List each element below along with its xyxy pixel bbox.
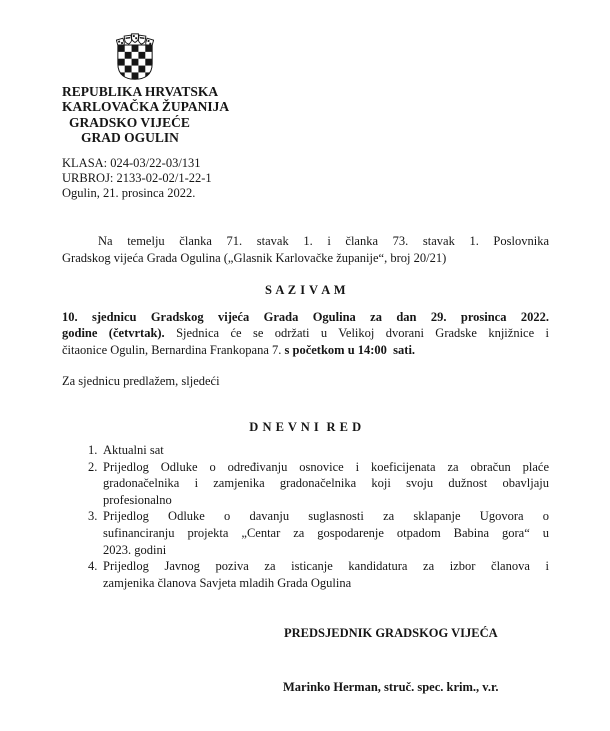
org-header-line-council: GRADSKO VIJEĆE [69, 114, 190, 130]
agenda-line-text: Aktualni sat [103, 443, 164, 458]
proposal-line: Za sjednicu predlažem, sljedeći [62, 374, 220, 389]
convocation-heading: S A Z I V A M [264, 282, 347, 297]
croatian-coat-of-arms-icon [116, 33, 154, 81]
place-date-line: Ogulin, 21. prosinca 2022. [62, 185, 196, 200]
agenda-item-1 [62, 442, 549, 459]
klasa-line: KLASA: 024-03/22-03/131 [62, 155, 201, 170]
agenda-line-text: Prijedlog Odluke o određivanju osnovice i koeficijenata za obračun plaće [103, 459, 549, 474]
agenda-item-2 [62, 459, 549, 509]
session-line-2 [62, 325, 549, 342]
agenda-line-text: sufinanciranju projekta „Centar za gospodarenje otpadom Babina gora“ u [103, 525, 549, 540]
agenda-line [62, 525, 549, 542]
agenda-item-number: 4. [88, 559, 98, 574]
agenda-line [62, 558, 549, 575]
agenda-item-number: 1. [88, 443, 98, 458]
agenda-item-4 [62, 558, 549, 591]
agenda-line [62, 575, 549, 592]
agenda-line [62, 542, 549, 559]
session-line-2-bold: godine (četvrtak). [62, 326, 165, 341]
signature-name: Marinko Herman, struč. spec. krim., v.r. [283, 680, 499, 695]
agenda-line [62, 459, 549, 476]
org-header-line-city: GRAD OGULIN [81, 130, 179, 146]
urbroj-line: URBROJ: 2133-02-02/1-22-1 [62, 170, 212, 185]
agenda-line-text: 2023. godini [103, 542, 167, 557]
agenda-list [62, 442, 549, 591]
agenda-heading: D N E V N I R E D [249, 420, 362, 435]
agenda-line-text: Prijedlog Odluke o davanju suglasnosti za sklapanje Ugovora o [103, 509, 549, 524]
session-line-3 [62, 342, 549, 359]
org-header-line-county: KARLOVAČKA ŽUPANIJA [62, 99, 230, 115]
agenda-item-3 [62, 508, 549, 558]
session-paragraph [62, 309, 549, 359]
agenda-line [62, 475, 549, 492]
session-line-3-regular: čitaonice Ogulin, Bernardina Frankopana 7. [62, 343, 285, 358]
coat-of-arms-wrapper [116, 33, 549, 81]
signature-title: PREDSJEDNIK GRADSKOG VIJEĆA [284, 626, 498, 641]
session-line-2-regular: Sjednica će se održati u Velikoj dvorani Gradske knjižnice i [164, 326, 550, 341]
agenda-line-text: Prijedlog Javnog poziva za isticanje kandidatura za izbor članova i [103, 559, 549, 574]
agenda-line [62, 508, 549, 525]
session-line-3-bold: s početkom u 14:00 sati. [284, 343, 416, 358]
session-line-1: 10. sjednicu Gradskog vijeća Grada Ogulina za dan 29. prosinca 2022. [62, 309, 549, 324]
agenda-line-text: gradonačelnika i zamjenika gradonačelnika koji svoju dužnost obavljaju [103, 476, 549, 491]
reference-block [62, 156, 549, 201]
agenda-item-number: 2. [88, 459, 98, 474]
agenda-item-number: 3. [88, 509, 98, 524]
agenda-line [62, 442, 549, 459]
intro-line-2: Gradskog vijeća Grada Ogulina („Glasnik Karlovačke županije“, broj 20/21) [62, 250, 447, 265]
agenda-line [62, 492, 549, 509]
org-header-line-republic: REPUBLIKA HRVATSKA [62, 84, 219, 99]
intro-paragraph [62, 233, 549, 267]
agenda-line-text: profesionalno [103, 492, 172, 507]
intro-line-1: Na temelju članka 71. stavak 1. i članka 73. stavak 1. Poslovnika [98, 233, 549, 248]
org-header [62, 84, 549, 146]
agenda-line-text: zamjenika članova Savjeta mladih Grada Ogulina [103, 575, 352, 590]
